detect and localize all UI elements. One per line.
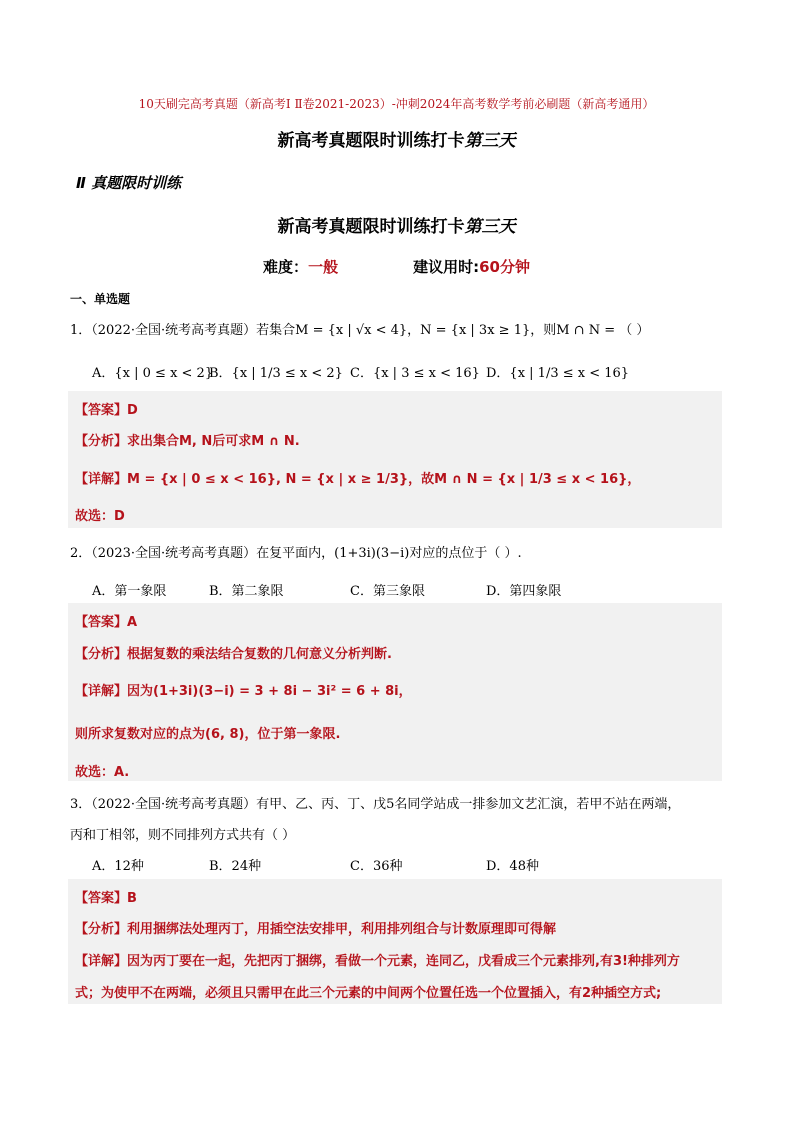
page-title [0, 126, 793, 151]
question-1-conclusion: 故选：D [75, 509, 125, 524]
question-3-stem-2: 丙和丁相邻，则不同排列方式共有（ ） [70, 828, 296, 843]
page-header: 10天刷完高考真题（新高考Ⅰ Ⅱ卷2021-2023）-冲刺2024年高考数学考前必刷题（新高考通用） [138, 97, 655, 111]
question-type: 一、单选题 [70, 292, 131, 306]
question-3-detail-2: 式；为使甲不在两端，必须且只需甲在此三个元素的中间两个位置任选一个位置插入，有2种插空方式; [75, 986, 662, 1001]
difficulty-value: 一般 [308, 258, 339, 276]
title-main: 新高考真题限时训练打卡 [277, 131, 465, 151]
question-2-detail-2: 则所求复数对应的点为(6, 8)，位于第一象限. [75, 727, 341, 742]
difficulty-line [0, 256, 793, 277]
question-2-option-a: A．第一象限 [92, 584, 167, 599]
question-3-analysis: 【分析】利用捆绑法处理丙丁，用插空法安排甲，利用排列组合与计数原理即可得解 [75, 922, 557, 937]
question-3-option-c: C．36种 [350, 859, 403, 874]
question-3-detail: 【详解】因为丙丁要在一起，先把丙丁捆绑，看做一个元素，连同乙，戊看成三个元素排列,有3!种排列方 [75, 954, 680, 969]
question-3-answer: 【答案】B [75, 891, 137, 906]
question-1-option-b: B．{x | 1/3 ≤ x < 2} [209, 366, 343, 381]
time-value: 60分钟 [479, 258, 530, 276]
section-heading: Ⅱ 真题限时训练 [76, 174, 182, 192]
question-2-stem: 2．（2023·全国·统考高考真题）在复平面内，(1+3i)(3−i)对应的点位于（ ）. [70, 546, 522, 561]
question-3-option-d: D．48种 [486, 859, 539, 874]
question-2-analysis: 【分析】根据复数的乘法结合复数的几何意义分析判断. [75, 647, 392, 662]
title-day: 第三天 [464, 131, 516, 151]
question-3-option-b: B．24种 [209, 859, 262, 874]
question-2-conclusion: 故选：A. [75, 765, 130, 780]
question-1-answer: 【答案】D [75, 403, 138, 418]
question-1-analysis: 【分析】求出集合M, N后可求M ∩ N. [75, 434, 300, 449]
question-1-solution-box [68, 391, 722, 528]
question-2-option-c: C．第三象限 [350, 584, 425, 599]
question-1-detail: 【详解】M = {x | 0 ≤ x < 16}, N = {x | x ≥ 1/3}，故M ∩ N = {x | 1/3 ≤ x < 16}， [75, 472, 641, 487]
question-1-option-d: D．{x | 1/3 ≤ x < 16} [486, 366, 630, 381]
question-2-option-d: D．第四象限 [486, 584, 562, 599]
question-1-option-c: C．{x | 3 ≤ x < 16} [350, 366, 480, 381]
question-3-stem: 3．（2022·全国·统考高考真题）有甲、乙、丙、丁、戊5名同学站成一排参加文艺汇演，若甲不站在两端， [70, 797, 681, 812]
question-1-stem: 1．（2022·全国·统考高考真题）若集合M = {x | √x < 4}，N = {x | 3x ≥ 1}，则M ∩ N = （ ） [70, 323, 650, 338]
time-label: 建议用时: [413, 258, 480, 276]
sub-title [0, 212, 793, 237]
question-2-option-b: B．第二象限 [209, 584, 284, 599]
question-3-option-a: A．12种 [92, 859, 144, 874]
title-main-repeat: 新高考真题限时训练打卡 [277, 217, 465, 237]
title-day-repeat: 第三天 [464, 217, 516, 237]
question-2-answer: 【答案】A [75, 615, 138, 630]
question-1-option-a: A．{x | 0 ≤ x < 2} [92, 366, 214, 381]
question-2-detail: 【详解】因为(1+3i)(3−i) = 3 + 8i − 3i² = 6 + 8i， [75, 684, 412, 699]
difficulty-label: 难度： [263, 258, 309, 276]
